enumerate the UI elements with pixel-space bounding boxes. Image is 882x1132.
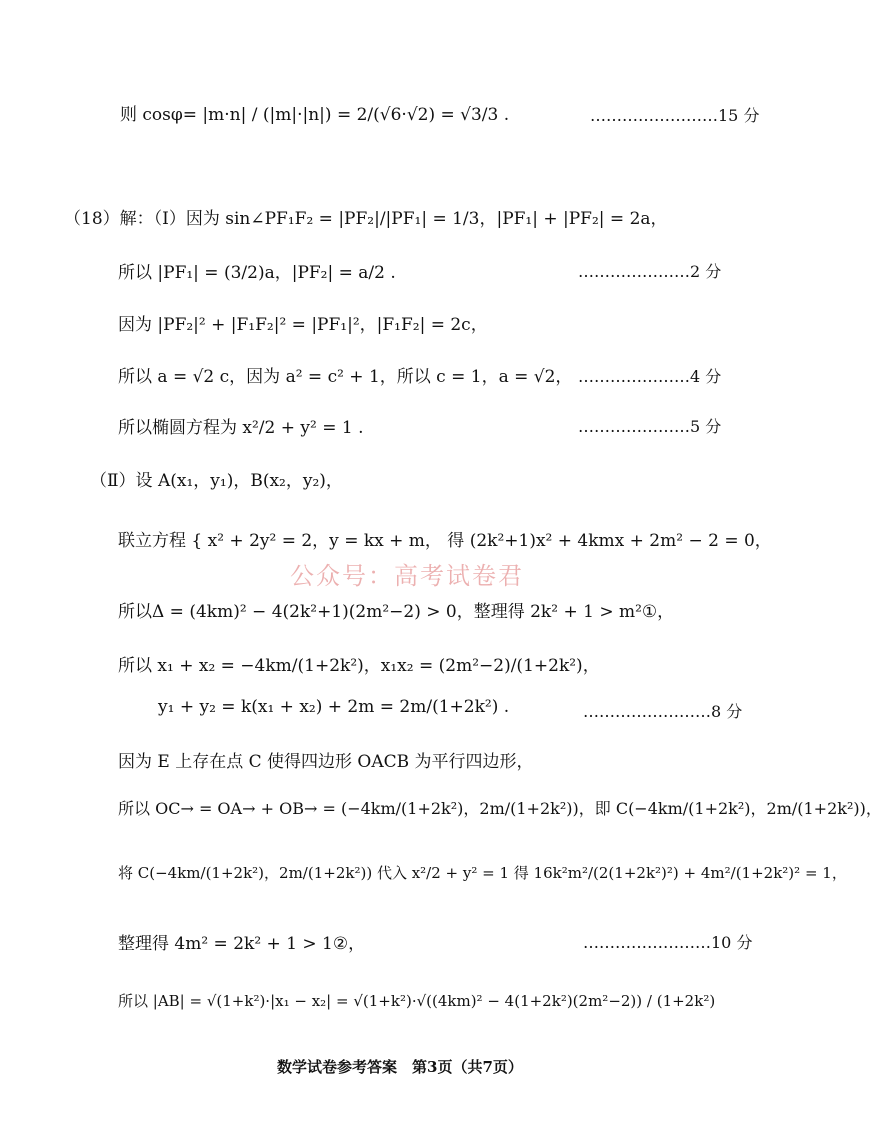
line-delta: 所以Δ = (4km)² − 4(2k²+1)(2m²−2) > 0，整理得 2k² + 1 > m²①， bbox=[118, 602, 675, 622]
line-parallelogram: 因为 E 上存在点 C 使得四边形 OACB 为平行四边形， bbox=[118, 752, 534, 772]
page-footer: 数学试卷参考答案 第3页（共7页） bbox=[277, 1058, 523, 1076]
score-5: …………………5 分 bbox=[578, 417, 722, 436]
line-pf1-pf2: 所以 |PF₁| = (3/2)a，|PF₂| = a/2 . bbox=[118, 263, 396, 283]
line-simplify: 整理得 4m² = 2k² + 1 > 1②， bbox=[118, 934, 366, 954]
line-oc-vector: 所以 OC→ = OA→ + OB→ = (−4km/(1+2k²)，2m/(1+2k²))，即 C(−4km/(1+2k²)，2m/(1+2k²))， bbox=[118, 799, 882, 818]
line-part2-intro: （Ⅱ）设 A(x₁，y₁)，B(x₂，y₂)， bbox=[90, 471, 343, 491]
score-4: …………………4 分 bbox=[578, 367, 722, 386]
line-substitute: 将 C(−4km/(1+2k²)，2m/(1+2k²)) 代入 x²/2 + y² = 1 得 16k²m²/(2(1+2k²)²) + 4m²/(1+2k²)² = 1， bbox=[118, 864, 847, 882]
line-pythag: 因为 |PF₂|² + |F₁F₂|² = |PF₁|²，|F₁F₂| = 2c， bbox=[118, 315, 488, 335]
line-18-intro: （18）解：（Ⅰ）因为 sin∠PF₁F₂ = |PF₂|/|PF₁| = 1/3，|PF₁| + |PF₂| = 2a， bbox=[64, 209, 668, 229]
line-y-sum: y₁ + y₂ = k(x₁ + x₂) + 2m = 2m/(1+2k²) . bbox=[158, 697, 510, 717]
watermark: 公众号：高考试卷君 bbox=[290, 562, 524, 590]
line-ab-length: 所以 |AB| = √(1+k²)·|x₁ − x₂| = √(1+k²)·√((4km)² − 4(1+2k²)(2m²−2)) / (1+2k²) bbox=[118, 992, 716, 1010]
score-8: ……………………8 分 bbox=[583, 702, 743, 721]
line-x-sum: 所以 x₁ + x₂ = −4km/(1+2k²)，x₁x₂ = (2m²−2)/(1+2k²)， bbox=[118, 656, 600, 676]
line-ellipse: 所以椭圆方程为 x²/2 + y² = 1 . bbox=[118, 418, 364, 438]
line-cos: 则 cosφ= |m·n| / (|m|·|n|) = 2/(√6·√2) = √3/3 . bbox=[120, 105, 510, 125]
line-a-c: 所以 a = √2 c，因为 a² = c² + 1，所以 c = 1，a = √2， bbox=[118, 367, 573, 387]
line-system: 联立方程 { x² + 2y² = 2，y = kx + m， 得 (2k²+1)x² + 4kmx + 2m² − 2 = 0， bbox=[118, 531, 772, 551]
score-2: …………………2 分 bbox=[578, 262, 722, 281]
score-10: ……………………10 分 bbox=[583, 933, 753, 952]
score-15: ……………………15 分 bbox=[590, 106, 760, 125]
